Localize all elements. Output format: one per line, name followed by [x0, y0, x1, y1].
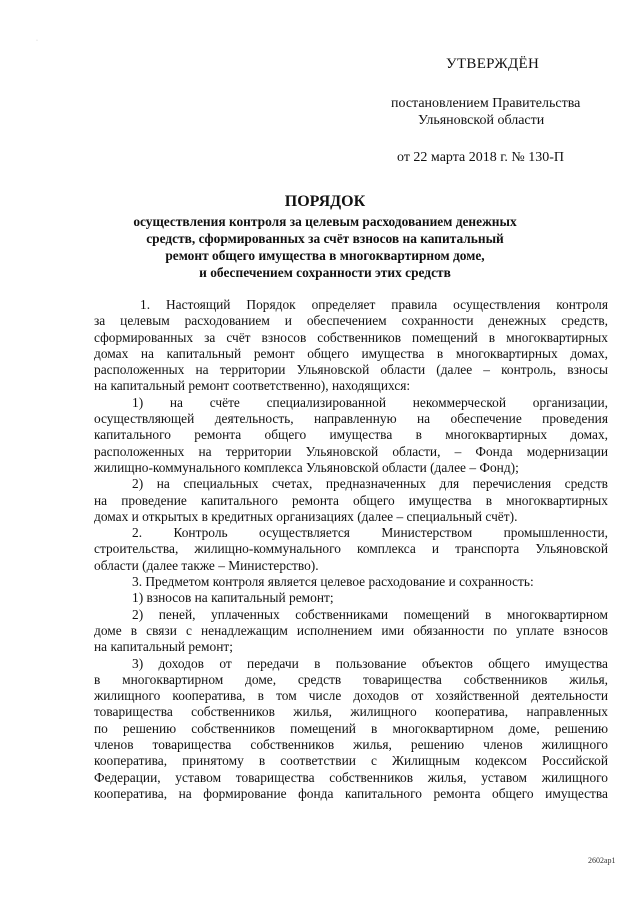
body-line: домах на капитальный ремонт общего имущества в многоквартирных домах,	[94, 345, 608, 361]
body-line: 3) доходов от передачи в пользование объектов общего имущества	[132, 655, 608, 671]
body-line: сформированных за счёт взносов собственников помещений в многоквартирных	[94, 329, 608, 345]
title-line: ремонт общего имущества в многоквартирном доме,	[165, 248, 485, 263]
body-line: товарищества собственников жилья, жилищного кооператива, направленных	[94, 704, 608, 720]
body-line: 1) на счёте специализированной некоммерческой организации,	[132, 394, 608, 410]
body-line: 1) взносов на капитальный ремонт;	[132, 590, 334, 606]
body-line: строительства, жилищно-коммунального комплекса и транспорта Ульяновской	[94, 541, 608, 557]
body-line: доме в связи с ненадлежащим исполнением ими обязанности по уплате взносов	[94, 622, 608, 638]
approval-stamp-title: УТВЕРЖДЁН	[446, 56, 540, 72]
title-main: ПОРЯДОК	[284, 193, 366, 210]
decree-line-1: постановлением Правительства	[391, 96, 581, 111]
body-line: членов товарищества собственников жилья, решению членов жилищного	[94, 737, 608, 753]
body-line: на проведение капитального ремонта общего имущества в многоквартирных	[94, 492, 608, 508]
body-line: 1. Настоящий Порядок определяет правила осуществления контроля	[140, 297, 608, 312]
body-line: жилищно-коммунального комплекса Ульяновской области (далее – Фонд);	[94, 459, 519, 475]
body-line: домах и открытых в кредитных организациях (далее – специальный счёт).	[94, 508, 518, 524]
body-line: по решению собственников помещений в многоквартирном доме, решению	[94, 720, 608, 736]
footer-code: 2602ap1	[588, 856, 616, 865]
body-line: расположенных на территории Ульяновской области, – Фонда модернизации	[94, 443, 608, 459]
title-line: средств, сформированных за счёт взносов на капитальный	[146, 231, 504, 246]
body-line: Федерации, уставом товарищества собственников жилья, уставом жилищного	[94, 769, 608, 785]
title-line: осуществления контроля за целевым расходованием денежных	[133, 214, 517, 229]
body-line: кооператива, на формирование фонда капитального ремонта общего имущества	[94, 785, 608, 801]
body-line: 2) на специальных счетах, предназначенных для перечисления средств	[132, 476, 608, 492]
document-title	[110, 191, 540, 281]
decree-line-2: Ульяновской области	[418, 113, 545, 128]
body-line: капитального ремонта общего имущества в многоквартирных домах,	[94, 427, 608, 443]
body-line: на капитальный ремонт;	[94, 639, 233, 655]
body-line: за целевым расходованием и обеспечением сохранности денежных средств,	[94, 313, 608, 329]
body-line: жилищного кооператива, в том числе доходов от хозяйственной деятельности	[94, 688, 608, 704]
scan-mark: ·	[36, 38, 38, 44]
body-line: 2) пеней, уплаченных собственниками помещений в многоквартирном	[132, 606, 608, 622]
body-line: расположенных на территории Ульяновской области (далее – контроль, взносы	[94, 362, 608, 378]
decree-date: от 22 марта 2018 г. № 130-П	[397, 150, 565, 165]
body-line: 3. Предметом контроля является целевое расходование и сохранность:	[132, 574, 534, 590]
body-line: кооператива, принятому в соответствии с Жилищным кодексом Российской	[94, 753, 608, 769]
document-body	[94, 297, 608, 802]
body-line: в многоквартирном доме, средств товарищества собственников жилья,	[94, 671, 608, 687]
body-line: области (далее также – Министерство).	[94, 557, 319, 573]
body-line: 2. Контроль осуществляется Министерством промышленности,	[132, 525, 608, 541]
title-line: и обеспечением сохранности этих средств	[199, 265, 451, 280]
body-line: осуществляющей деятельность, направленную на обеспечение проведения	[94, 411, 608, 427]
body-line: на капитальный ремонт соответственно), находящихся:	[94, 378, 411, 394]
